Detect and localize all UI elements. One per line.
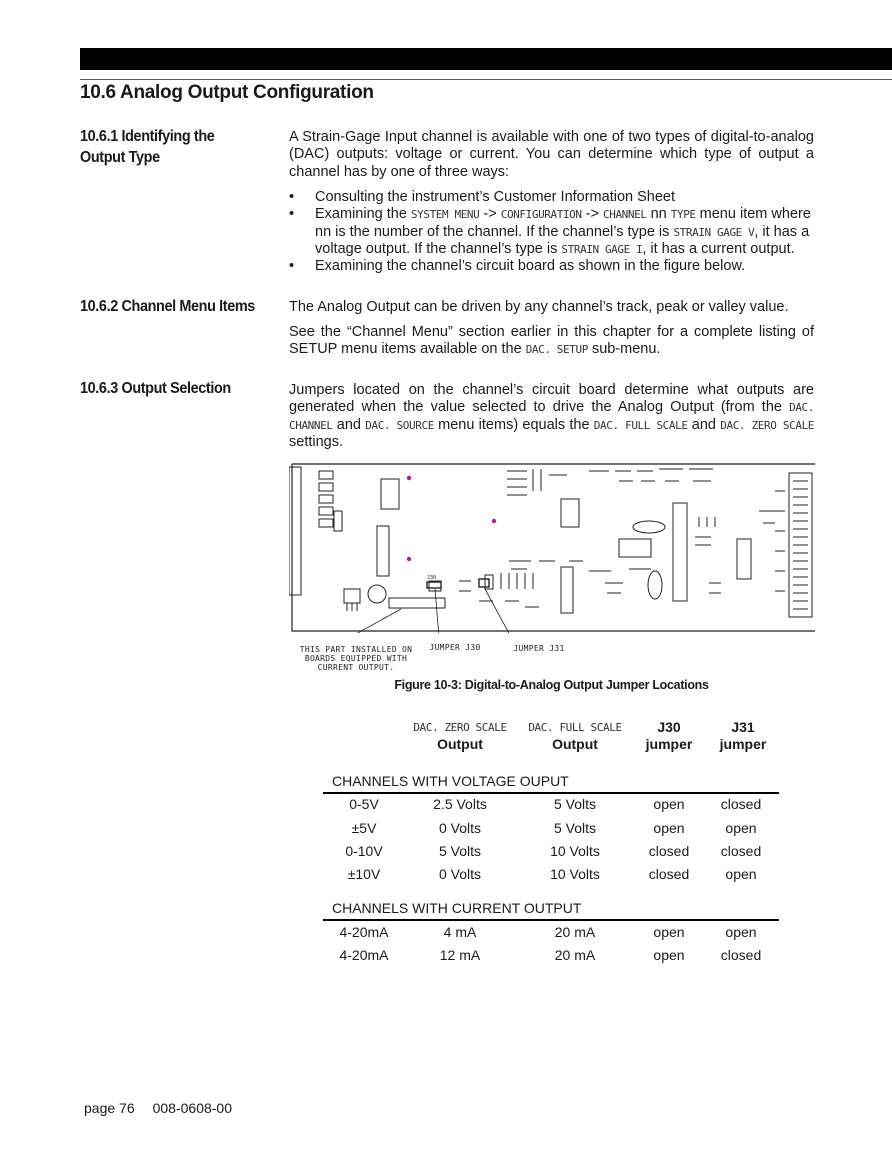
subsection-title-identifying: 10.6.1 Identifying the Output Type — [80, 128, 215, 166]
page-number: page 76 — [84, 1100, 135, 1116]
channel-menu-paragraph-2: See the “Channel Menu” section earlier in this chapter for a complete listing of SETUP menu items available on the DAC. SETUP sub-menu. — [289, 324, 814, 358]
header-zero-scale: DAC. ZERO SCALE Output — [413, 721, 507, 752]
table-row: 4-20mA 12 mA 20 mA open closed — [339, 947, 762, 963]
table-row: ±5V 0 Volts 5 Volts open open — [351, 820, 757, 836]
header-rule — [80, 79, 892, 80]
current-rule — [323, 919, 779, 921]
voltage-rule — [323, 792, 779, 794]
callout-jumper-j30: JUMPER J30 — [429, 643, 481, 652]
header-j31: J31 jumper — [719, 719, 767, 752]
circuit-board-diagram — [289, 461, 815, 633]
identifying-paragraph: A Strain-Gage Input channel is available with one of two types of digital-to-analog (DAC) outputs: voltage or current. You can determine which type of output a channel has by one of three ways: — [289, 129, 814, 180]
table-row: 0-10V 5 Volts 10 Volts closed closed — [345, 843, 762, 859]
header-j30: J30 jumper — [645, 719, 693, 752]
subsection-title-channel-menu: 10.6.2 Channel Menu Items — [80, 298, 255, 315]
section-heading: 10.6 Analog Output Configuration — [80, 82, 374, 103]
output-selection-paragraph: Jumpers located on the channel’s circuit board determine what outputs are generated when the value selected to drive the Analog Output (from the DAC. CHANNEL and DAC. SOURCE menu items) equals the DAC. FULL SCALE and DAC. ZERO SCALE settings. — [289, 382, 815, 450]
figure-caption: Figure 10-3: Digital-to-Analog Output Jumper Locations — [394, 678, 709, 692]
list-item: • Examining the channel’s circuit board as shown in the figure below. — [289, 258, 814, 275]
table-row: ±10V 0 Volts 10 Volts closed open — [347, 866, 757, 882]
voltage-section-title: CHANNELS WITH VOLTAGE OUPUT — [332, 773, 569, 789]
callout-current-output-part: THIS PART INSTALLED ON BOARDS EQUIPPED WITH CURRENT OUTPUT. — [299, 645, 413, 672]
current-section-title: CHANNELS WITH CURRENT OUTPUT — [332, 900, 582, 916]
j30-board-label: J30 — [427, 575, 437, 581]
channel-menu-paragraph-1: The Analog Output can be driven by any channel’s track, peak or valley value. — [289, 299, 789, 315]
header-bar — [80, 48, 892, 70]
table-row: 0-5V 2.5 Volts 5 Volts open closed — [349, 796, 762, 812]
table-row: 4-20mA 4 mA 20 mA open open — [339, 924, 757, 940]
list-item: • Examining the SYSTEM MENU -> CONFIGURATION -> CHANNEL nn TYPE menu item where nn is the number of the channel. If the channel’s type is STRAIN GAGE V, it has a voltage output. If the channel’s type is STRAIN GAGE I, it has a current output. — [289, 206, 814, 258]
subsection-title-output-selection: 10.6.3 Output Selection — [80, 380, 231, 397]
page-footer — [84, 1100, 250, 1116]
header-full-scale: DAC. FULL SCALE Output — [528, 721, 622, 752]
document-number: 008-0608-00 — [152, 1100, 233, 1116]
list-item: • Consulting the instrument’s Customer Information Sheet — [289, 189, 814, 206]
identification-methods-list — [289, 189, 814, 275]
callout-jumper-j31: JUMPER J31 — [513, 644, 565, 653]
